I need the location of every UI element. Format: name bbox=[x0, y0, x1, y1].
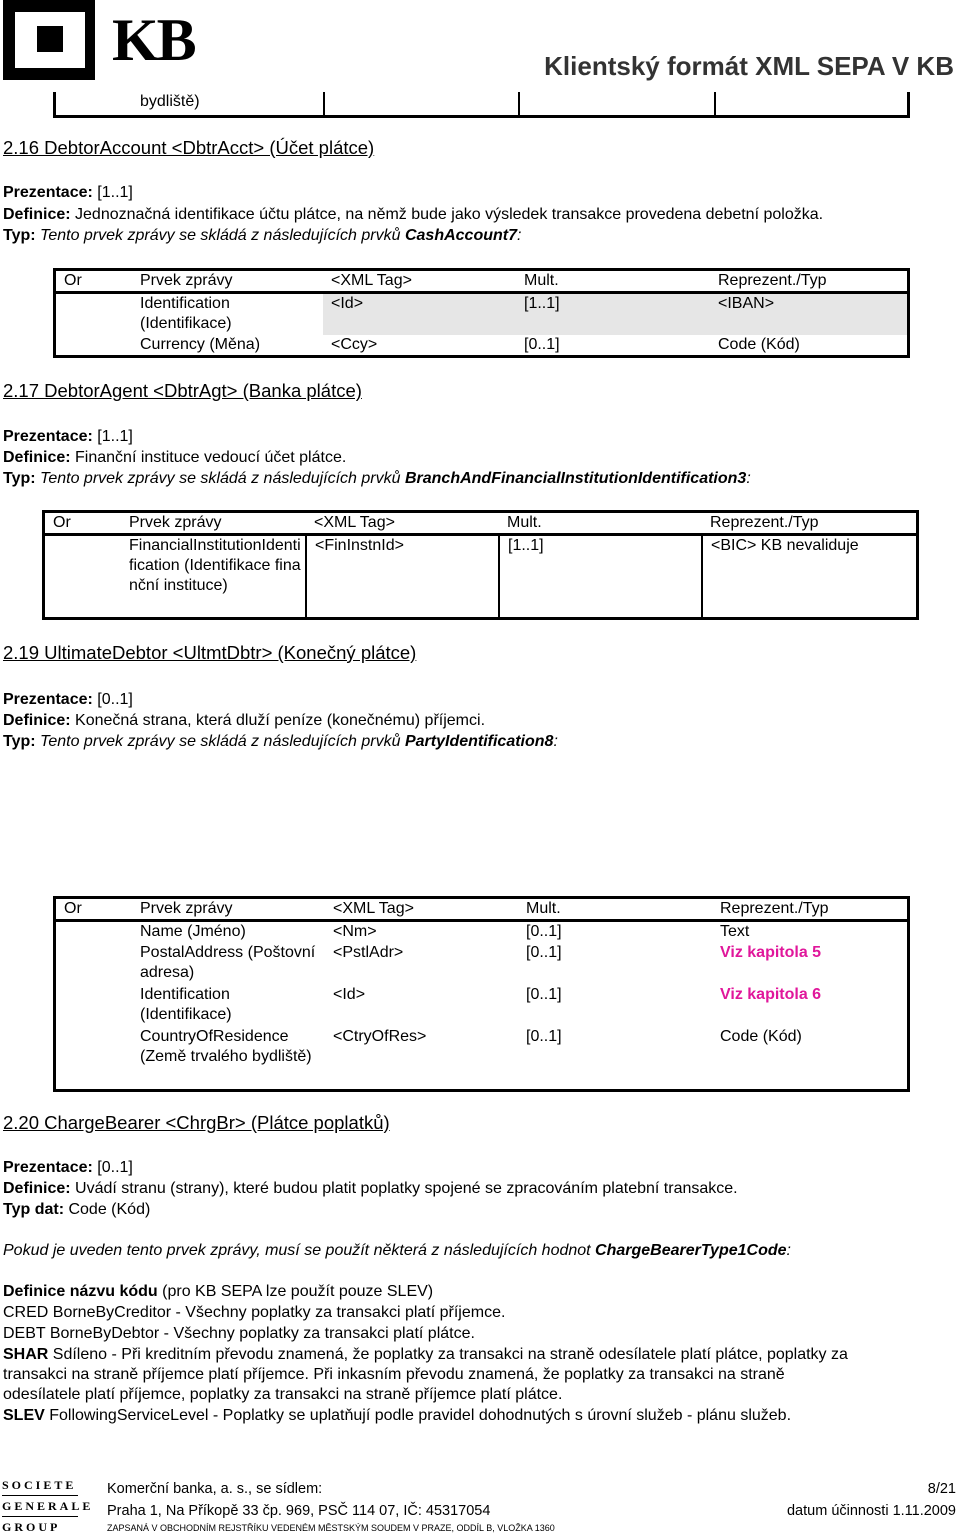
code-definitions-heading: Definice názvu kódu (pro KB SEPA lze použít pouze SLEV) bbox=[3, 1283, 434, 1300]
footer-logo-rule bbox=[2, 1495, 78, 1496]
table-header-row bbox=[55, 898, 909, 921]
table-cell: <FinInstnId> bbox=[306, 535, 499, 619]
column-header: Reprezent./Typ bbox=[712, 898, 909, 921]
table-cell: [1..1] bbox=[499, 535, 702, 619]
code-slev: SLEV FollowingServiceLevel - Poplatky se uplatňují podle pravidel dohodnutých s úrovní služeb - plánu služeb. bbox=[3, 1407, 792, 1424]
column-header: <XML Tag> bbox=[325, 898, 518, 921]
footer-address: Praha 1, Na Příkopě 33 čp. 969, PSČ 114 07, IČ: 45317054 bbox=[107, 1503, 491, 1519]
code-shar-continued: odesílatele platí příjemce, poplatky za transakci na straně příjemce platí plátce. bbox=[3, 1386, 563, 1403]
table-cell: <Ccy> bbox=[331, 335, 378, 353]
column-header: <XML Tag> bbox=[306, 512, 499, 535]
column-header: Mult. bbox=[516, 270, 710, 293]
column-header: Reprezent./Typ bbox=[710, 270, 909, 293]
column-header: Prvek zprávy bbox=[121, 512, 306, 535]
table-row bbox=[55, 335, 909, 357]
table-cell: <Nm> bbox=[333, 923, 377, 940]
previous-table-tail bbox=[53, 92, 910, 118]
code-shar: SHAR Sdíleno - Při kreditním převodu znamená, že poplatky za transakci na straně odesílatele platí plátce, poplatky za bbox=[3, 1346, 848, 1363]
table-cell-link[interactable]: Viz kapitola 6 bbox=[720, 985, 822, 1003]
table-216 bbox=[53, 268, 910, 358]
table-cell: CountryOfResidence (Země trvalého bydliště) bbox=[140, 1027, 312, 1065]
footer-logo-line: SOCIETE bbox=[2, 1478, 77, 1492]
table-cell: Text bbox=[720, 923, 750, 940]
table-cell: Identification (Identifikace) bbox=[140, 295, 232, 332]
table-cell: [0..1] bbox=[526, 943, 562, 961]
table-cell: bydliště) bbox=[140, 93, 200, 110]
table-217 bbox=[42, 510, 919, 620]
table-cell: <CtryOfRes> bbox=[333, 1027, 427, 1045]
table-cell: [0..1] bbox=[524, 335, 560, 353]
table-219 bbox=[53, 896, 910, 1092]
column-header: <XML Tag> bbox=[323, 270, 516, 293]
page-number: 8/21 bbox=[927, 1481, 956, 1497]
footer-company: Komerční banka, a. s., se sídlem: bbox=[107, 1481, 323, 1497]
section-heading-220: 2.20 ChargeBearer <ChrgBr> (Plátce poplatků) bbox=[3, 1112, 390, 1133]
type-217: Typ: Tento prvek zprávy se skládá z následujících prvků BranchAndFinancialInstitutionIdentification3: bbox=[3, 470, 751, 487]
table-cell: Name (Jméno) bbox=[140, 923, 246, 940]
kb-logo-mark bbox=[3, 0, 95, 80]
table-row bbox=[55, 293, 909, 335]
table-cell: Code (Kód) bbox=[720, 1027, 802, 1045]
table-cell: PostalAddress (Poštovní adresa) bbox=[140, 943, 316, 981]
section-heading-216: 2.16 DebtorAccount <DbtrAcct> (Účet plátce) bbox=[3, 137, 375, 158]
table-row bbox=[44, 535, 918, 619]
code-shar-continued: transakci na straně příjemce platí příjemce. Při inkasním převodu znamená, že poplatky za transakci na straně bbox=[3, 1366, 785, 1383]
section-heading-217: 2.17 DebtorAgent <DbtrAgt> (Banka plátce) bbox=[3, 380, 362, 401]
code-cred: CRED BorneByCreditor - Všechny poplatky za transakci platí příjemce. bbox=[3, 1304, 506, 1321]
definition-216: Definice: Jednoznačná identifikace účtu plátce, na němž bude jako výsledek transakce provedena debetní položka. bbox=[3, 206, 824, 223]
presentation-216: Prezentace: [1..1] bbox=[3, 184, 133, 201]
table-header-row bbox=[55, 270, 909, 293]
table-cell: Identification (Identifikace) bbox=[140, 985, 232, 1023]
table-row bbox=[55, 943, 909, 985]
table-cell: Code (Kód) bbox=[718, 335, 800, 353]
table-cell: Currency (Měna) bbox=[140, 335, 261, 353]
usage-note-220: Pokud je uveden tento prvek zprávy, musí se použít některá z následujících hodnot ChargeBearerType1Code: bbox=[3, 1242, 791, 1259]
footer-logo-line: GROUP bbox=[2, 1520, 61, 1534]
table-cell-link[interactable]: Viz kapitola 5 bbox=[720, 943, 822, 961]
column-header: Prvek zprávy bbox=[132, 270, 323, 293]
presentation-220: Prezentace: [0..1] bbox=[3, 1159, 133, 1176]
footer-registry: ZAPSANÁ V OBCHODNÍM REJSTŘÍKU VEDENÉM MĚSTSKÝM SOUDEM V PRAZE, ODDÍL B, VLOŽKA 1360 bbox=[107, 1523, 555, 1533]
column-header: Or bbox=[44, 512, 122, 535]
document-title: Klientský formát XML SEPA V KB bbox=[544, 51, 954, 81]
column-header: Or bbox=[55, 270, 133, 293]
column-header: Mult. bbox=[499, 512, 702, 535]
definition-219: Definice: Konečná strana, která dluží peníze (konečnému) příjemci. bbox=[3, 712, 486, 729]
table-cell: FinancialInstitutionIdentification (Identifikace finanční instituce) bbox=[129, 537, 301, 594]
table-cell: [0..1] bbox=[526, 1027, 562, 1045]
table-cell: <Id> bbox=[333, 985, 366, 1003]
presentation-219: Prezentace: [0..1] bbox=[3, 691, 133, 708]
column-header: Prvek zprávy bbox=[132, 898, 325, 921]
footer-logo-rule bbox=[2, 1516, 78, 1517]
kb-logo-text: KB bbox=[112, 7, 195, 73]
column-header: Or bbox=[55, 898, 133, 921]
type-216: Typ: Tento prvek zprávy se skládá z následujících prvků CashAccount7: bbox=[3, 227, 522, 244]
table-row bbox=[55, 985, 909, 1027]
definition-220: Definice: Uvádí stranu (strany), které budou platit poplatky spojené se zpracováním platební transakce. bbox=[3, 1180, 738, 1197]
definition-217: Definice: Finanční instituce vedoucí účet plátce. bbox=[3, 449, 347, 466]
data-type-220: Typ dat: Code (Kód) bbox=[3, 1201, 151, 1218]
table-cell: <BIC> KB nevaliduje bbox=[702, 535, 918, 619]
table-cell: <IBAN> bbox=[710, 293, 909, 335]
footer-logo-line: GENERALE bbox=[2, 1499, 94, 1513]
table-header-row bbox=[44, 512, 918, 535]
code-debt: DEBT BorneByDebtor - Všechny poplatky za transakci platí plátce. bbox=[3, 1325, 475, 1342]
column-header: Mult. bbox=[518, 898, 712, 921]
table-cell: <Id> bbox=[323, 293, 516, 335]
table-cell: [0..1] bbox=[526, 985, 562, 1003]
column-header: Reprezent./Typ bbox=[702, 512, 918, 535]
table-row bbox=[55, 921, 909, 943]
presentation-217: Prezentace: [1..1] bbox=[3, 428, 133, 445]
type-219: Typ: Tento prvek zprávy se skládá z následujících prvků PartyIdentification8: bbox=[3, 733, 558, 750]
table-cell: [0..1] bbox=[526, 923, 562, 940]
table-row bbox=[55, 1027, 909, 1091]
effective-date: datum účinnosti 1.11.2009 bbox=[786, 1503, 956, 1519]
section-heading-219: 2.19 UltimateDebtor <UltmtDbtr> (Konečný plátce) bbox=[3, 642, 417, 663]
table-cell: [1..1] bbox=[516, 293, 710, 335]
table-cell: <PstlAdr> bbox=[333, 943, 404, 961]
